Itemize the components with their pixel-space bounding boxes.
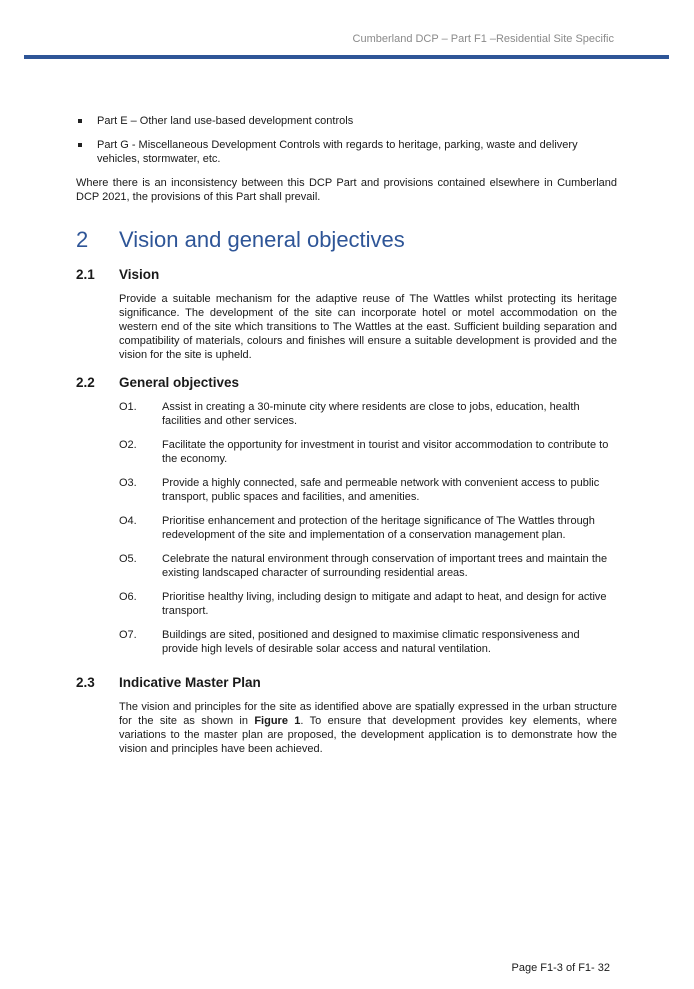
objective-text: Prioritise enhancement and protection of the heritage significance of The Wattles through redevelopment of the site and implementation of a conservation management plan. xyxy=(162,515,595,541)
objective-item xyxy=(119,400,617,428)
objective-code: O2. xyxy=(119,439,137,451)
objective-text: Assist in creating a 30-minute city where residents are close to jobs, education, health facilities and other services. xyxy=(162,401,580,427)
objective-text: Provide a highly connected, safe and permeable network with convenient access to public transport, public spaces and facilities, and amenities. xyxy=(162,477,600,503)
intro-paragraph: Where there is an inconsistency between this DCP Part and provisions contained elsewhere in Cumberland DCP 2021, the provisions of this Part shall prevail. xyxy=(76,177,617,203)
subsection-title: General objectives xyxy=(119,375,240,390)
objective-code: O4. xyxy=(119,515,137,527)
page-number: Page F1-3 of F1- 32 xyxy=(511,962,610,974)
subsection-number: 2.2 xyxy=(76,375,95,390)
objective-code: O3. xyxy=(119,477,137,489)
page-content xyxy=(76,114,617,756)
objective-item xyxy=(119,514,617,542)
objective-item xyxy=(119,476,617,504)
objective-text: Facilitate the opportunity for investment in tourist and visitor accommodation to contribute to the economy. xyxy=(162,439,609,465)
intro-bullet-list xyxy=(76,114,617,166)
objective-code: O1. xyxy=(119,401,137,413)
master-plan-text-after: . To ensure that development provides key elements, where variations to the master plan are proposed, the development application is to demonstrate how the vision and principles have been achieved. xyxy=(119,715,618,755)
master-plan-text-before: The vision and principles for the site as identified above are spatially expressed in the urban structure for the site as shown in xyxy=(119,701,617,727)
objective-text: Buildings are sited, positioned and designed to maximise climatic responsiveness and provide high levels of desirable solar access and natural ventilation. xyxy=(162,629,580,655)
figure-reference: Figure 1 xyxy=(254,715,301,727)
objective-code: O5. xyxy=(119,553,137,565)
master-plan-paragraph xyxy=(119,700,617,756)
list-item: Part E – Other land use-based development controls xyxy=(76,114,617,128)
subsection-title: Indicative Master Plan xyxy=(119,675,261,690)
objective-code: O6. xyxy=(119,591,137,603)
objective-text: Prioritise healthy living, including design to mitigate and adapt to heat, and design for active transport. xyxy=(162,591,607,617)
section-title: Vision and general objectives xyxy=(119,227,405,252)
subsection-heading-objectives xyxy=(76,375,617,391)
subsection-heading-master-plan xyxy=(76,675,617,691)
objective-code: O7. xyxy=(119,629,137,641)
objective-item xyxy=(119,590,617,618)
section-number: 2 xyxy=(76,227,89,252)
list-item: Part G - Miscellaneous Development Controls with regards to heritage, parking, waste and delivery vehicles, stormwater, etc. xyxy=(76,138,617,166)
subsection-number: 2.3 xyxy=(76,675,95,690)
running-header: Cumberland DCP – Part F1 –Residential Site Specific xyxy=(352,33,614,45)
objective-item xyxy=(119,628,617,656)
header-rule xyxy=(24,55,669,59)
subsection-number: 2.1 xyxy=(76,267,95,282)
objective-text: Celebrate the natural environment through conservation of important trees and maintain the existing landscaped character of surrounding residential areas. xyxy=(162,553,608,579)
subsection-title: Vision xyxy=(119,267,160,282)
objectives-list xyxy=(119,400,617,656)
vision-paragraph: Provide a suitable mechanism for the adaptive reuse of The Wattles whilst protecting its heritage significance. The development of the site can incorporate hotel or motel accommodation on the western end of the site which transitions to The Wattles at the east. Sufficient building separation and compatibility of materials, colours and finishes will ensure a suitable development is provided and the vision for the site is upheld. xyxy=(119,293,617,361)
objective-item xyxy=(119,552,617,580)
section-heading xyxy=(76,227,617,253)
objective-item xyxy=(119,438,617,466)
subsection-heading-vision xyxy=(76,267,617,283)
